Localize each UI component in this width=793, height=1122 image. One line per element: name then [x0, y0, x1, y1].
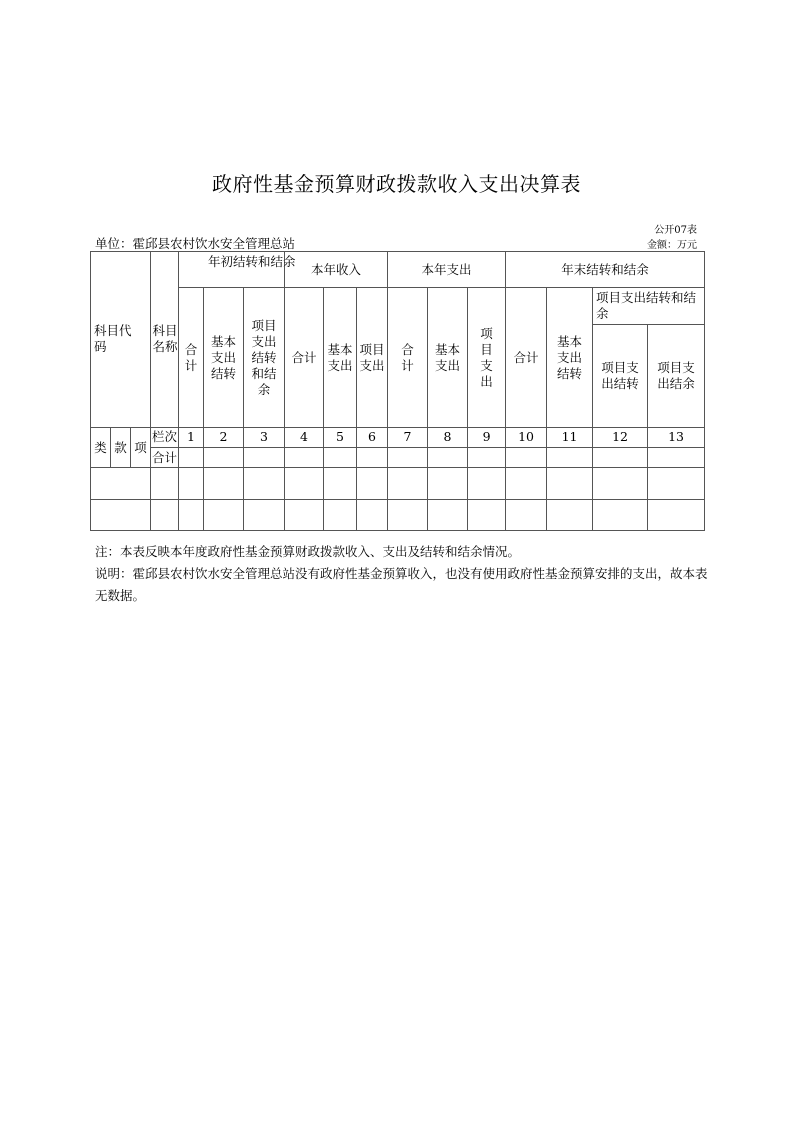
unit-label: 单位：霍邱县农村饮水安全管理总站: [95, 236, 296, 251]
explanation-note: 说明：霍邱县农村饮水安全管理总站没有政府性基金预算收入，也没有使用政府性基金预算安排的支出，故本表无数据。: [95, 566, 708, 603]
table-cell: [547, 468, 593, 499]
table-cell: [428, 499, 468, 530]
table-cell: [506, 499, 547, 530]
empty-row: [91, 499, 705, 530]
item-header: 款: [111, 427, 131, 467]
group-income-header: 本年收入: [285, 252, 388, 288]
table-note: 注：本表反映本年度政府性基金预算财政拨款收入、支出及结转和结余情况。: [95, 544, 521, 559]
col-number-7: 7: [388, 427, 428, 447]
table-cell: [179, 448, 204, 468]
col-number-11: 11: [547, 427, 593, 447]
income-basic-header: 基本支出: [324, 288, 357, 427]
class-header: 类: [91, 427, 111, 467]
table-cell: [357, 468, 388, 499]
table-cell: [468, 448, 506, 468]
table-cell: [244, 499, 285, 530]
table-cell: [547, 448, 593, 468]
table-cell: [285, 468, 324, 499]
income-total-header: 合计: [285, 288, 324, 427]
table-cell: [468, 499, 506, 530]
table-cell: [91, 499, 151, 530]
table-cell: [593, 468, 648, 499]
table-cell: [324, 499, 357, 530]
table-cell: [91, 468, 151, 499]
col-number-1: 1: [179, 427, 204, 447]
empty-row: [91, 468, 705, 499]
table-cell: [285, 448, 324, 468]
table-cell: [179, 468, 204, 499]
table-cell: [244, 468, 285, 499]
end-basic-header: 基本支出结转: [547, 288, 593, 427]
col-number-12: 12: [593, 427, 648, 447]
col-number-13: 13: [648, 427, 705, 447]
project-end-group-header: 项目支出结转和结余: [593, 288, 705, 324]
table-cell: [547, 499, 593, 530]
col-number-6: 6: [357, 427, 388, 447]
income-project-header: 项目支出: [357, 288, 388, 427]
table-cell: [324, 448, 357, 468]
expense-basic-header: 基本支出: [428, 288, 468, 427]
table-cell: [244, 448, 285, 468]
table-cell: [388, 448, 428, 468]
form-number: 公开07表: [654, 225, 697, 236]
table-cell: [151, 499, 179, 530]
table-cell: [506, 448, 547, 468]
expense-total-header: 合计: [388, 288, 428, 427]
table-cell: [388, 499, 428, 530]
expense-project-header: 项目支出: [468, 288, 506, 427]
table-cell: [357, 499, 388, 530]
table-cell: [204, 499, 244, 530]
group-beginning-header: 年初结转和结余: [179, 252, 285, 288]
column-index-row: [91, 427, 705, 447]
table-cell: [468, 468, 506, 499]
header-row-1: [91, 252, 705, 288]
begin-project-header: 项目支出结转和结余: [244, 288, 285, 427]
page-title: 政府性基金预算财政拨款收入支出决算表: [212, 172, 581, 196]
row-index-label: 栏次: [151, 427, 179, 447]
end-project-carry-header: 项目支出结转: [593, 324, 648, 427]
col-number-8: 8: [428, 427, 468, 447]
col-number-10: 10: [506, 427, 547, 447]
table-cell: [388, 468, 428, 499]
subject-code-header: 科目代码: [91, 252, 151, 428]
sub-item-header: 项: [131, 427, 151, 467]
table-cell: [648, 448, 705, 468]
col-number-2: 2: [204, 427, 244, 447]
budget-table: [90, 251, 705, 531]
table-cell: [204, 448, 244, 468]
end-total-header: 合计: [506, 288, 547, 427]
table-cell: [648, 468, 705, 499]
table-cell: [357, 448, 388, 468]
group-end-header: 年末结转和结余: [506, 252, 705, 288]
table-cell: [428, 448, 468, 468]
total-row-label: 合计: [151, 448, 179, 468]
col-number-4: 4: [285, 427, 324, 447]
col-number-9: 9: [468, 427, 506, 447]
table-cell: [285, 499, 324, 530]
col-number-3: 3: [244, 427, 285, 447]
begin-total-header: 合计: [179, 288, 204, 427]
table-cell: [204, 468, 244, 499]
table-cell: [179, 499, 204, 530]
money-unit-label: 金额：万元: [647, 240, 697, 251]
group-expense-header: 本年支出: [388, 252, 506, 288]
table-cell: [648, 499, 705, 530]
subject-name-header: 科目名称: [151, 252, 179, 428]
table-cell: [151, 468, 179, 499]
table-cell: [428, 468, 468, 499]
total-row: [91, 448, 705, 468]
table-cell: [506, 468, 547, 499]
begin-basic-header: 基本支出结转: [204, 288, 244, 427]
table-cell: [593, 499, 648, 530]
table-cell: [324, 468, 357, 499]
table-cell: [593, 448, 648, 468]
header-row-2: [91, 288, 705, 324]
end-project-balance-header: 项目支出结余: [648, 324, 705, 427]
col-number-5: 5: [324, 427, 357, 447]
